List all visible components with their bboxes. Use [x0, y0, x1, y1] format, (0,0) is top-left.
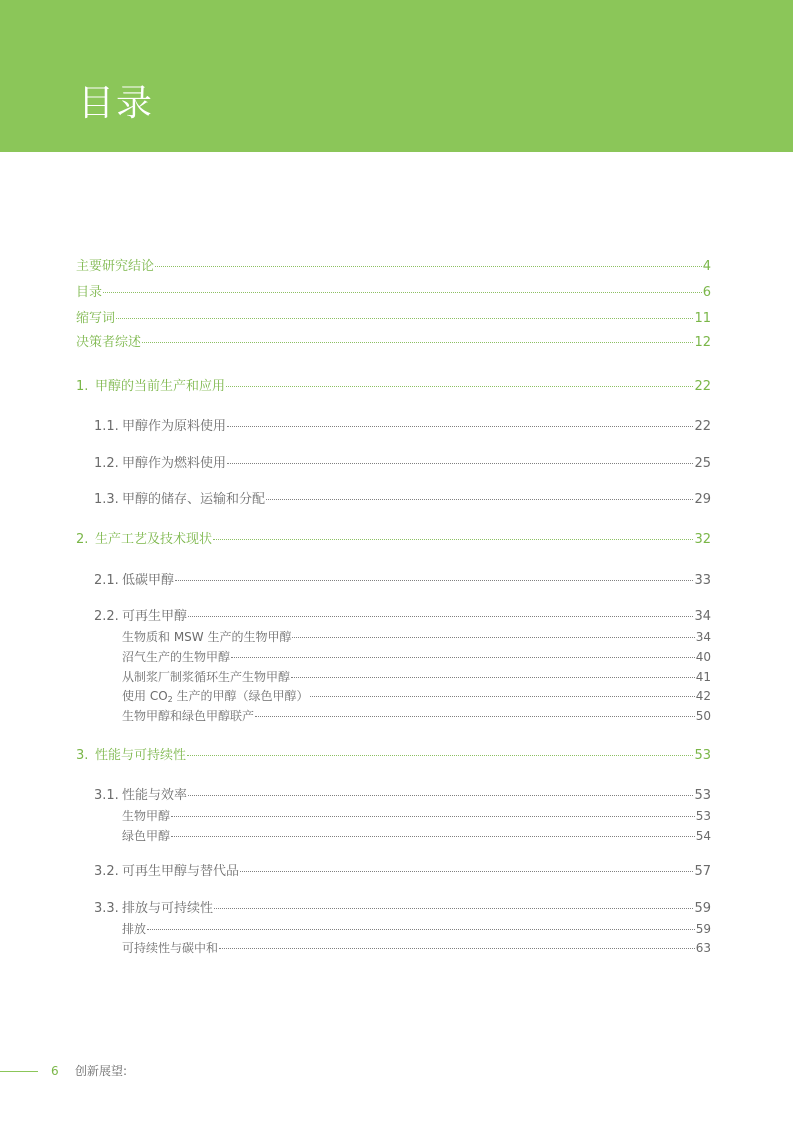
page-title: 目录	[78, 83, 155, 124]
toc-entry-title: 甲醇的储存、运输和分配	[122, 492, 266, 507]
toc-subsection[interactable]	[94, 572, 711, 590]
toc-entry[interactable]	[76, 310, 711, 328]
dot-leader	[227, 463, 693, 464]
toc-section-number: 1.	[76, 379, 89, 394]
dot-leader	[231, 657, 695, 658]
toc-entry-title: 排放与可持续性	[122, 901, 214, 916]
toc-entry-title: 甲醇的当前生产和应用	[95, 379, 226, 394]
toc-entry-page: 57	[694, 864, 711, 879]
header-banner	[0, 0, 793, 152]
toc-subsection-number: 3.1.	[94, 788, 119, 803]
dot-leader	[227, 426, 693, 427]
dot-leader	[266, 499, 693, 500]
toc-entry-page: 53	[694, 788, 711, 803]
toc-section[interactable]	[76, 531, 711, 549]
toc-subsection[interactable]	[94, 863, 711, 881]
toc-entry-title-prefix: 使用 CO	[122, 689, 168, 703]
toc-entry-page: 25	[694, 456, 711, 471]
toc-entry-title: 性能与效率	[122, 788, 188, 803]
toc-section[interactable]	[76, 378, 711, 396]
toc-entry-page: 32	[694, 532, 711, 547]
toc-entry-title: 性能与可持续性	[95, 748, 187, 763]
dot-leader	[103, 292, 702, 293]
toc-entry-page: 34	[694, 609, 711, 624]
toc-entry-page: 59	[694, 901, 711, 916]
toc-entry-page: 22	[694, 419, 711, 434]
dot-leader	[188, 616, 693, 617]
toc-section-number: 2.	[76, 532, 89, 547]
toc-item[interactable]	[122, 921, 711, 937]
co2-subscript: 2	[167, 695, 173, 704]
toc-subsection-number: 1.2.	[94, 456, 119, 471]
toc-entry-page: 4	[702, 259, 711, 274]
toc-entry-page: 12	[694, 335, 711, 350]
toc-entry-title: 生物甲醇和绿色甲醇联产	[122, 709, 255, 723]
toc-entry[interactable]	[76, 258, 711, 276]
toc-entry-title	[122, 688, 309, 704]
toc-subsection[interactable]	[94, 455, 711, 473]
toc-entry-title: 甲醇作为燃料使用	[122, 456, 227, 471]
toc-entry-title: 沼气生产的生物甲醇	[122, 650, 231, 664]
dot-leader	[175, 580, 693, 581]
toc-entry-title: 可再生甲醇	[122, 609, 188, 624]
toc-entry-page: 53	[695, 809, 711, 823]
dot-leader	[147, 929, 695, 930]
dot-leader	[213, 539, 693, 540]
dot-leader	[255, 716, 695, 717]
toc-entry-page: 54	[695, 829, 711, 843]
toc-entry-page: 33	[694, 573, 711, 588]
toc-subsection[interactable]	[94, 608, 711, 626]
toc-subsection[interactable]	[94, 491, 711, 509]
toc-subsection-number: 2.2.	[94, 609, 119, 624]
toc-entry-title: 低碳甲醇	[122, 573, 175, 588]
dot-leader	[142, 342, 693, 343]
toc-subsection[interactable]	[94, 418, 711, 436]
toc-item[interactable]	[122, 940, 711, 956]
dot-leader	[219, 948, 695, 949]
toc-entry-page: 40	[695, 650, 711, 664]
dot-leader	[292, 637, 694, 638]
toc-subsection-number: 2.1.	[94, 573, 119, 588]
toc-entry-page: 50	[695, 709, 711, 723]
dot-leader	[116, 318, 693, 319]
dot-leader	[188, 795, 693, 796]
toc-entry-title: 生产工艺及技术现状	[95, 532, 213, 547]
dot-leader	[291, 677, 695, 678]
toc-entry-page: 29	[694, 492, 711, 507]
toc-item[interactable]	[122, 669, 711, 685]
toc-entry-page: 22	[694, 379, 711, 394]
toc-entry-title-suffix: 生产的甲醇（绿色甲醇）	[172, 689, 309, 703]
toc-item[interactable]	[122, 808, 711, 824]
dot-leader	[214, 908, 693, 909]
toc-entry-page: 59	[695, 922, 711, 936]
toc-entry-title: 主要研究结论	[76, 259, 155, 274]
toc-entry-page: 42	[695, 689, 711, 703]
toc-entry-title: 绿色甲醇	[122, 829, 171, 843]
toc-entry-title: 目录	[76, 285, 103, 300]
toc-subsection-number: 3.2.	[94, 864, 119, 879]
toc-entry-title: 生物质和 MSW 生产的生物甲醇	[122, 630, 292, 644]
toc-subsection-number: 1.3.	[94, 492, 119, 507]
toc-subsection[interactable]	[94, 787, 711, 805]
toc-entry-page: 53	[694, 748, 711, 763]
footer-page-number: 6	[51, 1064, 59, 1078]
dot-leader	[155, 266, 702, 267]
toc-entry-title: 从制浆厂制浆循环生产生物甲醇	[122, 670, 291, 684]
toc-entry-title: 可再生甲醇与替代品	[122, 864, 240, 879]
toc-item[interactable]	[122, 688, 711, 704]
toc-entry[interactable]	[76, 334, 711, 352]
footer-publication-title: 创新展望:	[75, 1064, 128, 1078]
toc-item[interactable]	[122, 708, 711, 724]
toc-subsection[interactable]	[94, 900, 711, 918]
toc-entry-title: 甲醇作为原料使用	[122, 419, 227, 434]
toc-entry-page: 11	[694, 311, 711, 326]
toc-entry-title: 排放	[122, 922, 147, 936]
toc-entry-title: 缩写词	[76, 311, 116, 326]
dot-leader	[240, 871, 693, 872]
toc-entry-page: 41	[695, 670, 711, 684]
dot-leader	[171, 816, 695, 817]
toc-subsection-number: 3.3.	[94, 901, 119, 916]
toc-entry-title: 生物甲醇	[122, 809, 171, 823]
toc-section[interactable]	[76, 747, 711, 765]
dot-leader	[226, 386, 693, 387]
toc-entry-title: 决策者综述	[76, 335, 142, 350]
toc-item[interactable]	[122, 828, 711, 844]
toc-entry-page: 63	[695, 941, 711, 955]
dot-leader	[171, 836, 695, 837]
footer-rule	[0, 1071, 38, 1072]
dot-leader	[187, 755, 693, 756]
toc-item[interactable]	[122, 629, 711, 645]
toc-subsection-number: 1.1.	[94, 419, 119, 434]
toc-entry-page: 34	[695, 630, 711, 644]
toc-section-number: 3.	[76, 748, 89, 763]
dot-leader	[310, 696, 695, 697]
toc-entry-title: 可持续性与碳中和	[122, 941, 219, 955]
toc-entry-page: 6	[702, 285, 711, 300]
toc-item[interactable]	[122, 649, 711, 665]
toc-entry[interactable]	[76, 284, 711, 302]
